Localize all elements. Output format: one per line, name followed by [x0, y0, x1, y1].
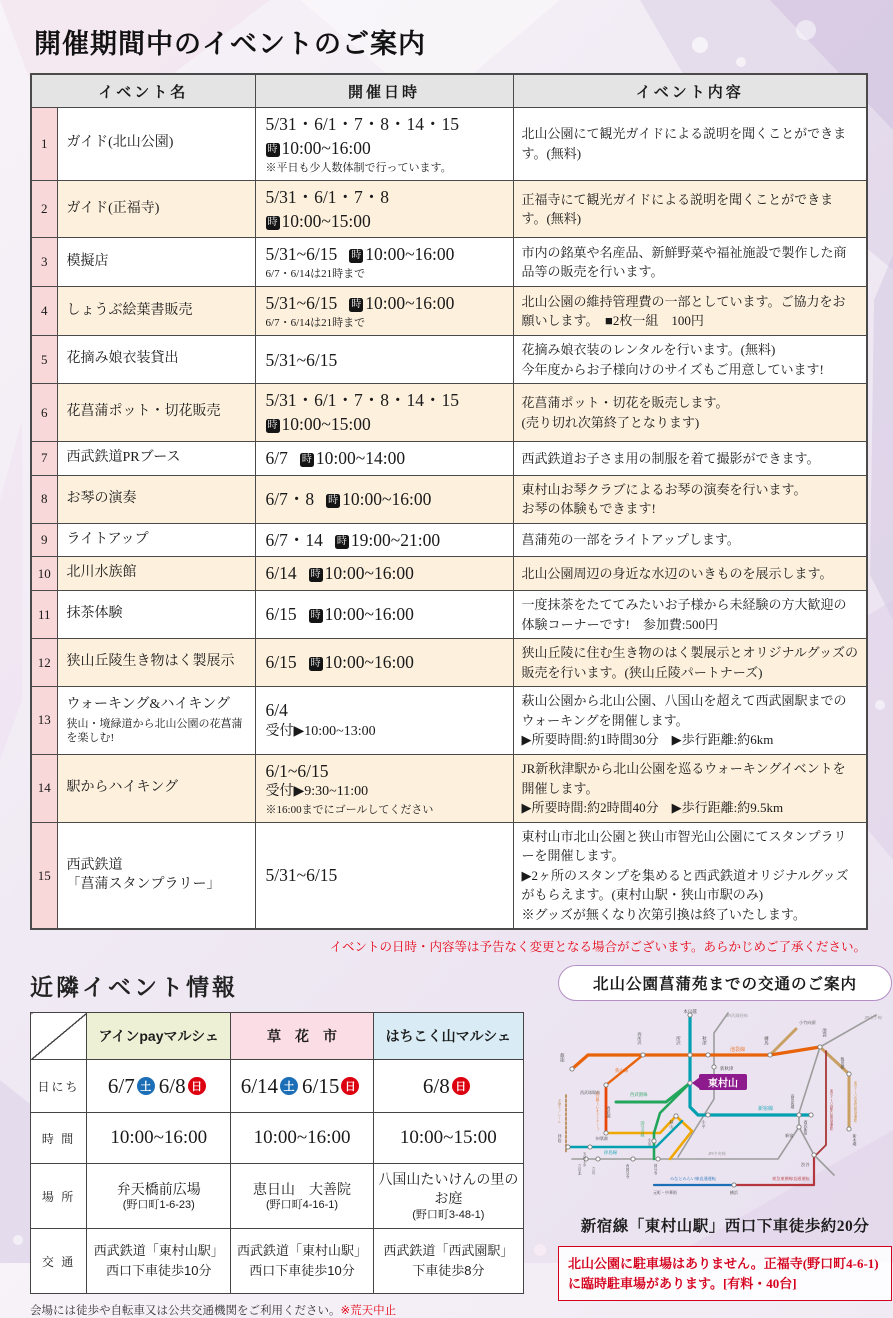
route-map — [558, 1007, 892, 1203]
event-name: 模擬店 — [57, 238, 255, 287]
event-row — [31, 557, 867, 591]
event-content: JR新秋津駅から北山公園を巡るウォーキングイベントを開催します。 ▶所要時間:約2時間40分 ▶歩行距離:約9.5km — [513, 754, 867, 822]
nearby-cell: 10:00~16:00 — [87, 1113, 231, 1164]
event-datetime: 5/31~6/15 — [255, 822, 513, 929]
time-icon: 時 — [351, 299, 362, 311]
time-icon: 時 — [310, 610, 321, 622]
station-dot — [706, 1113, 710, 1117]
event-datetime: 5/31・6/1・7・8・14・15 時 10:00~15:00 — [255, 384, 513, 442]
map-label: 池袋 — [822, 1028, 828, 1038]
nearby-cell: 6/14 土 6/15 日 — [231, 1060, 373, 1113]
map-label: 元町・中華街 — [653, 1190, 677, 1196]
map-label: 新宿線 — [758, 1106, 774, 1113]
nearby-row-label: 時 間 — [31, 1113, 87, 1164]
event-number: 9 — [31, 523, 57, 557]
event-content: 西武鉄道お子さま用の制服を着て撮影ができます。 — [513, 441, 867, 475]
nearby-cell: 八国山たいけんの里のお庭 (野口町3-48-1) — [373, 1164, 523, 1229]
event-number: 3 — [31, 238, 57, 287]
map-label: 西武園 — [606, 1106, 612, 1119]
map-label: 東京メトロ副都心線直通運転 — [829, 1089, 833, 1131]
header-event-name: イベント名 — [31, 74, 255, 108]
time-icon: 時 — [310, 569, 321, 581]
event-content: 花菖蒲ポット・切花を販売します。 (売り切れ次第終了となります) — [513, 384, 867, 442]
map-label: 山口線(レオライナー) — [596, 1091, 600, 1131]
event-datetime: 5/31・6/1・7・8 時 10:00~15:00 — [255, 180, 513, 238]
event-number: 4 — [31, 287, 57, 336]
event-name: 駅からハイキング — [57, 754, 255, 822]
map-label: 東京メトロ有楽町線直通運転 — [853, 1081, 857, 1123]
map-label: 秋津 — [702, 1036, 708, 1046]
event-name: ガイド(北山公園) — [57, 108, 255, 181]
nearby-row — [31, 1060, 524, 1113]
time-icon: 時 — [351, 250, 362, 262]
station-dot — [596, 1157, 600, 1161]
event-datetime: 6/7 時 10:00~14:00 — [255, 441, 513, 475]
day-badge: 日 — [452, 1077, 470, 1095]
map-label: 新宿 — [785, 1133, 794, 1139]
station-dot — [641, 1053, 645, 1057]
nearby-cell: 6/7 土 6/8 日 — [87, 1060, 231, 1113]
event-number: 10 — [31, 557, 57, 591]
map-label: 萩山 — [669, 1120, 675, 1129]
event-datetime: 6/1~6/15 受付▶9:30~11:00 ※16:00までにゴールしてください — [255, 754, 513, 822]
map-label: 立川北 — [578, 1164, 582, 1176]
event-number: 1 — [31, 108, 57, 181]
nearby-cell: 恵日山 大善院 (野口町4-16-1) — [231, 1164, 373, 1229]
station-dot — [812, 1153, 816, 1157]
event-datetime: 6/15 時 10:00~16:00 — [255, 639, 513, 687]
nearby-table — [30, 1012, 524, 1294]
event-content: 菖蒲苑の一部をライトアップします。 — [513, 523, 867, 557]
event-datetime: 6/7・8 時 10:00~16:00 — [255, 475, 513, 523]
nearby-row — [31, 1229, 524, 1294]
station-dot — [706, 1053, 710, 1057]
map-label: 西所沢 — [637, 1032, 643, 1045]
time-icon: 時 — [328, 494, 339, 506]
event-name: ガイド(正福寺) — [57, 180, 255, 238]
nearby-corner-cell — [31, 1013, 87, 1060]
map-label: 本川越 — [683, 1009, 697, 1015]
map-label: 小川 — [647, 1138, 653, 1147]
event-datetime: 6/14 時 10:00~16:00 — [255, 557, 513, 591]
map-label: 西武園線 — [630, 1092, 648, 1098]
event-row — [31, 475, 867, 523]
map-label: 小竹向原 — [799, 1020, 816, 1026]
station-dot — [712, 1065, 716, 1069]
event-name: ライトアップ — [57, 523, 255, 557]
map-label: 横浜 — [730, 1190, 738, 1196]
header-event-datetime: 開催日時 — [255, 74, 513, 108]
station-dot — [688, 1081, 692, 1085]
event-number: 11 — [31, 591, 57, 639]
nearby-row — [31, 1113, 524, 1164]
event-content: 萩山公園から北山公園、八国山を超えて西武園駅までのウォーキングを開催します。 ▶所要時間:約1時間30分 ▶歩行距離:約6km — [513, 687, 867, 755]
nearby-title: 近隣イベント情報 — [30, 974, 238, 1001]
event-name: 西武鉄道 「菖蒲スタンプラリー」 — [57, 822, 255, 929]
station-dot — [570, 1067, 574, 1071]
event-number: 5 — [31, 336, 57, 384]
event-name: 狭山丘陵生き物はく製展示 — [57, 639, 255, 687]
event-number: 8 — [31, 475, 57, 523]
event-name: 花摘み娘衣装貸出 — [57, 336, 255, 384]
event-row — [31, 238, 867, 287]
line-ikebukuro — [572, 1047, 820, 1069]
event-number: 7 — [31, 441, 57, 475]
event-datetime: 5/31~6/15 時 10:00~16:00 6/7・6/14は21時まで — [255, 238, 513, 287]
nearby-cell: 西武鉄道「西武園駅」 下車徒歩8分 — [373, 1229, 523, 1294]
event-row — [31, 180, 867, 238]
event-number: 13 — [31, 687, 57, 755]
nearby-cell: 弁天橋前広場 (野口町1-6-23) — [87, 1164, 231, 1229]
event-datetime: 6/15 時 10:00~16:00 — [255, 591, 513, 639]
nearby-cell: 6/8 日 — [373, 1060, 523, 1113]
map-label: 練馬 — [764, 1036, 770, 1046]
events-header-row — [31, 74, 867, 108]
map-label: 池袋線 — [730, 1047, 746, 1054]
event-number: 14 — [31, 754, 57, 822]
event-datetime: 5/31~6/15 — [255, 336, 513, 384]
badge-label: 東村山 — [708, 1078, 738, 1090]
event-name: 北川水族館 — [57, 557, 255, 591]
event-content: 東村山市北山公園と狭山市智光山公園にてスタンプラリーを開催します。 ▶2ヶ所のスタンプを集めると西武鉄道オリジナルグッズがもらえます。(東村山駅・狭山市駅のみ) ※グッズが無くなり次第引換は終了いたします。 — [513, 822, 867, 929]
station-dot — [631, 1157, 635, 1161]
event-content: 北山公園周辺の身近な水辺のいきものを展示します。 — [513, 557, 867, 591]
map-label: 新秋津 — [720, 1066, 734, 1072]
event-content: 正福寺にて観光ガイドによる説明を聞くことができます。(無料) — [513, 180, 867, 238]
day-badge: 土 — [280, 1077, 298, 1095]
day-badge: 日 — [188, 1077, 206, 1095]
map-label: 高田馬場 — [791, 1094, 795, 1110]
header-event-content: イベント内容 — [513, 74, 867, 108]
time-icon: 時 — [310, 658, 321, 670]
events-body — [31, 108, 867, 930]
map-label: 拝島 — [558, 1134, 563, 1143]
day-badge: 土 — [137, 1077, 155, 1095]
parking-note: 北山公園に駐車場はありません。正福寺(野口町4-6-1)に臨時駐車場があります。[有料・40台] — [558, 1246, 892, 1301]
time-icon: 時 — [336, 535, 347, 547]
map-label: 渋谷 — [801, 1162, 810, 1168]
nearby-note-red: ※荒天中止 — [340, 1305, 397, 1318]
map-label: 玉川上水 — [583, 1152, 587, 1167]
station-dot — [604, 1131, 608, 1135]
event-row — [31, 591, 867, 639]
transport-caption: 新宿線「東村山駅」西口下車徒歩約20分 — [580, 1218, 870, 1236]
event-content: 花摘み娘衣装のレンタルを行います。(無料) 今年度からお子様向けのサイズもご用意しています! — [513, 336, 867, 384]
event-row — [31, 108, 867, 181]
event-name: 花菖蒲ポット・切花販売 — [57, 384, 255, 442]
map-label: 多摩湖 — [595, 1136, 608, 1142]
station-dot — [768, 1053, 772, 1057]
map-label: 所沢 — [676, 1036, 682, 1046]
event-content: 市内の銘菓や名産品、新鮮野菜や福祉施設で製作した商品等の販売を行います。 — [513, 238, 867, 287]
event-row — [31, 754, 867, 822]
event-number: 15 — [31, 822, 57, 929]
line-fukutoshin — [815, 1051, 826, 1156]
map-label: JR武蔵野線 — [726, 1013, 748, 1019]
station-dot — [652, 1139, 656, 1143]
nearby-note-text: 会場には徒歩や自転車又は公共交通機関をご利用ください。 — [30, 1305, 341, 1318]
events-table — [30, 73, 868, 930]
map-label: 西武球場前 — [580, 1090, 600, 1096]
station-dot — [732, 1183, 736, 1187]
event-row — [31, 441, 867, 475]
map-label: 小平 — [701, 1120, 707, 1129]
event-name: 西武鉄道PRブース — [57, 441, 255, 475]
station-dot — [674, 1114, 678, 1118]
station-dot — [797, 1113, 801, 1117]
nearby-cell: 西武鉄道「東村山駅」 西口下車徒歩10分 — [231, 1229, 373, 1294]
time-icon: 時 — [301, 453, 312, 465]
nearby-events-section — [30, 965, 530, 1318]
nearby-cell: 西武鉄道「東村山駅」 西口下車徒歩10分 — [87, 1229, 231, 1294]
map-label: 新木場 — [852, 1134, 858, 1147]
event-content: 北山公園の維持管理費の一部としています。ご協力をお願いします。 ■2枚一組 100円 — [513, 287, 867, 336]
nearby-cell: 10:00~16:00 — [231, 1113, 373, 1164]
transport-section — [558, 965, 892, 1301]
station-dot — [797, 1125, 801, 1129]
page-title: 開催期間中のイベントのご案内 — [34, 29, 426, 59]
event-row — [31, 384, 867, 442]
event-datetime: 6/4 受付▶10:00~13:00 — [255, 687, 513, 755]
event-content: 北山公園にて観光ガイドによる説明を聞くことができます。(無料) — [513, 108, 867, 181]
nearby-row-label: 日にち — [31, 1060, 87, 1113]
event-name: お琴の演奏 — [57, 475, 255, 523]
event-row — [31, 523, 867, 557]
event-row — [31, 287, 867, 336]
nearby-column-header: 草 花 市 — [231, 1013, 373, 1060]
station-dot — [818, 1045, 822, 1049]
event-number: 6 — [31, 384, 57, 442]
nearby-column-header: はちこく山マルシェ — [373, 1013, 523, 1060]
nearby-row-label: 交 通 — [31, 1229, 87, 1294]
event-name: しょうぶ絵葉書販売 — [57, 287, 255, 336]
event-row — [31, 822, 867, 929]
map-label: JR山手線 — [864, 1015, 882, 1021]
station-dot — [688, 1053, 692, 1057]
day-badge: 日 — [341, 1077, 359, 1095]
event-row — [31, 687, 867, 755]
map-label: 西武新宿 — [804, 1120, 808, 1136]
event-number: 12 — [31, 639, 57, 687]
event-number: 2 — [31, 180, 57, 238]
event-row — [31, 639, 867, 687]
map-label: 東急東横線直通運転 — [772, 1176, 810, 1182]
event-datetime: 5/31・6/1・7・8・14・15 時 10:00~16:00 ※平日も少人数体制で行っています。 — [255, 108, 513, 181]
nearby-note — [30, 1302, 530, 1318]
station-dot — [604, 1083, 608, 1087]
line-jr-yamanote — [799, 1015, 876, 1175]
event-row — [31, 336, 867, 384]
event-datetime: 5/31~6/15 時 10:00~16:00 6/7・6/14は21時まで — [255, 287, 513, 336]
map-label: JR中央線 — [708, 1151, 726, 1157]
event-content: 狭山丘陵に住む生き物のはく製展示とオリジナルグッズの販売を行います。(狭山丘陵パートナーズ) — [513, 639, 867, 687]
map-label: みなとみらい線直通運転 — [669, 1176, 717, 1182]
time-icon: 時 — [267, 216, 278, 228]
map-label: 国分寺線 — [640, 1121, 646, 1138]
events-disclaimer: イベントの日時・内容等は予告なく変更となる場合がございます。あらかじめご了承ください。 — [329, 940, 866, 955]
nearby-row-label: 場 所 — [31, 1164, 87, 1229]
transport-title: 北山公園菖蒲苑までの交通のご案内 — [558, 965, 892, 1001]
event-content: 一度抹茶をたててみたいお子様から未経験の方大歓迎の体験コーナーです! 参加費:500円 — [513, 591, 867, 639]
map-label: 狭山線 — [615, 1068, 629, 1074]
nearby-row — [31, 1164, 524, 1229]
nearby-cell: 10:00~15:00 — [373, 1113, 523, 1164]
higashimurayama-badge — [692, 1074, 747, 1090]
station-dot — [809, 1113, 813, 1117]
map-label: 多摩モノレール — [558, 1099, 562, 1124]
time-icon: 時 — [267, 143, 278, 155]
map-label: 立川 — [592, 1167, 596, 1175]
time-icon: 時 — [267, 420, 278, 432]
station-dot — [656, 1157, 660, 1161]
event-content: 東村山お琴クラブによるお琴の演奏を行います。 お琴の体験もできます! — [513, 475, 867, 523]
event-datetime: 6/7・14 時 19:00~21:00 — [255, 523, 513, 557]
map-label: 国分寺 — [654, 1164, 658, 1176]
map-label: 拝島線 — [604, 1150, 618, 1156]
nearby-column-header: アインpayマルシェ — [87, 1013, 231, 1060]
map-label: 飯能 — [560, 1053, 566, 1063]
map-label: 西国分寺 — [626, 1164, 630, 1179]
event-name: ウォーキング&ハイキング 狭山・境緑道から北山公園の花菖蒲を楽しむ! — [57, 687, 255, 755]
station-dot — [566, 1145, 570, 1149]
event-name: 抹茶体験 — [57, 591, 255, 639]
station-dot — [847, 1127, 851, 1131]
map-label: 飯田橋 — [840, 1057, 846, 1070]
station-dot — [588, 1145, 592, 1149]
station-dot — [847, 1072, 851, 1076]
